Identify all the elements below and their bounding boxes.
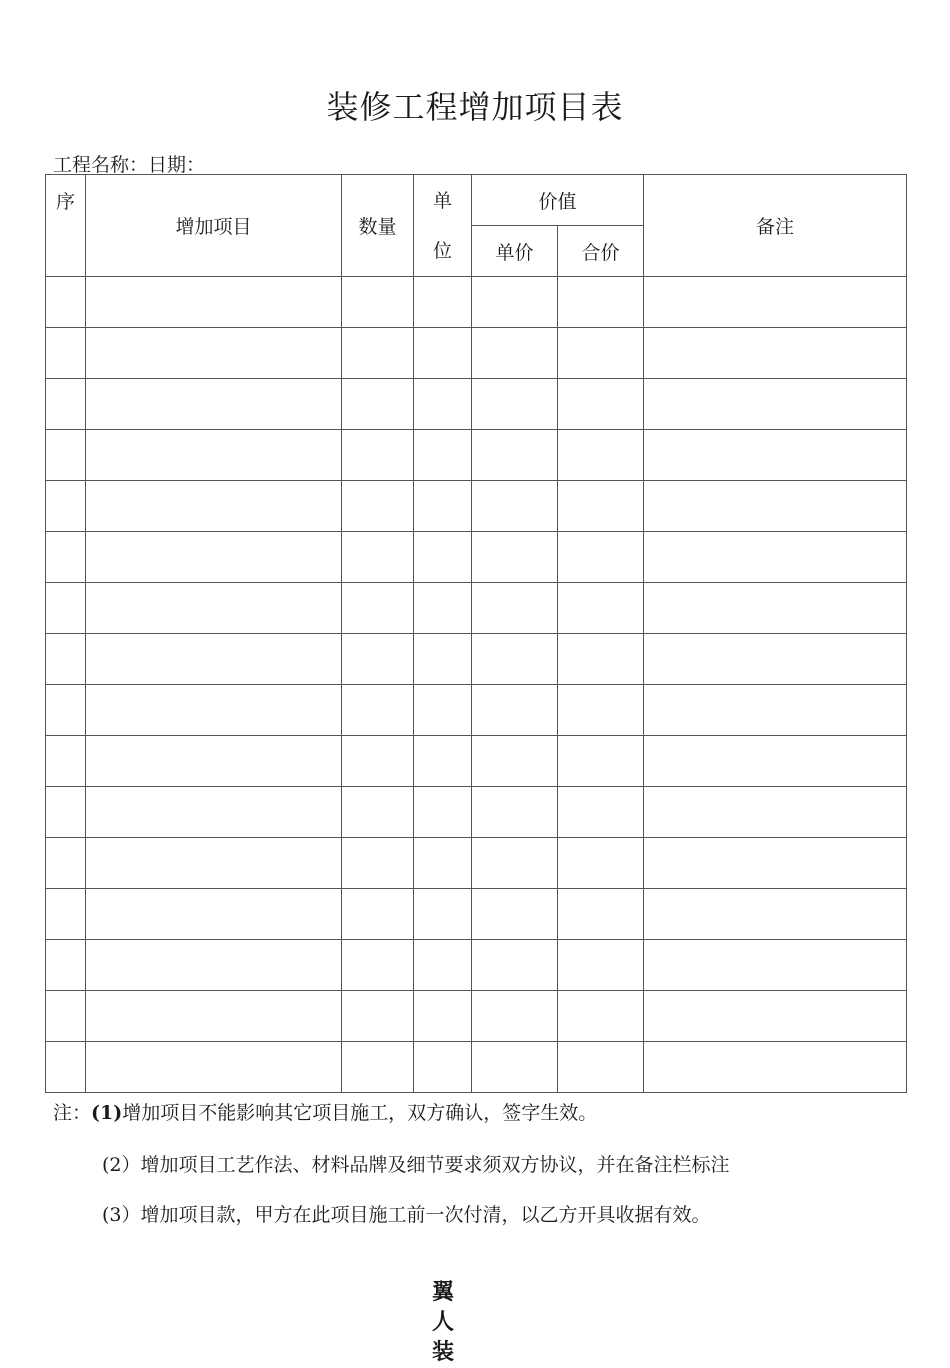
table-cell[interactable]	[342, 634, 414, 685]
table-cell[interactable]	[414, 838, 472, 889]
table-cell[interactable]	[414, 583, 472, 634]
table-row	[46, 481, 907, 532]
table-cell[interactable]	[558, 379, 644, 430]
table-cell[interactable]	[558, 481, 644, 532]
table-row	[46, 838, 907, 889]
table-cell[interactable]	[86, 634, 342, 685]
table-cell[interactable]	[342, 736, 414, 787]
table-row	[46, 685, 907, 736]
table-cell[interactable]	[558, 634, 644, 685]
table-cell[interactable]	[558, 940, 644, 991]
table-cell[interactable]	[472, 787, 558, 838]
table-cell[interactable]	[86, 328, 342, 379]
table-row	[46, 277, 907, 328]
table-cell[interactable]	[558, 277, 644, 328]
table-cell[interactable]	[472, 379, 558, 430]
table-cell[interactable]	[644, 328, 907, 379]
table-cell[interactable]	[86, 379, 342, 430]
table-cell[interactable]	[414, 685, 472, 736]
table-cell[interactable]	[46, 736, 86, 787]
table-cell[interactable]	[644, 889, 907, 940]
table-cell[interactable]	[644, 787, 907, 838]
table-cell[interactable]	[558, 991, 644, 1042]
header-qty: 数量	[342, 175, 414, 277]
table-cell[interactable]	[86, 889, 342, 940]
table-cell[interactable]	[342, 328, 414, 379]
document-title: 装修工程增加项目表	[326, 88, 624, 126]
table-cell[interactable]	[46, 838, 86, 889]
table-cell[interactable]	[342, 379, 414, 430]
table-cell[interactable]	[86, 430, 342, 481]
table-cell[interactable]	[86, 787, 342, 838]
footer-char-2: 人	[431, 1310, 454, 1335]
table-row	[46, 1042, 907, 1093]
table-cell[interactable]	[644, 277, 907, 328]
table-cell[interactable]	[558, 1042, 644, 1093]
note-1-prefix: 注：	[53, 1102, 92, 1124]
table-cell[interactable]	[414, 328, 472, 379]
table-cell[interactable]	[86, 940, 342, 991]
table-cell[interactable]	[342, 430, 414, 481]
table-cell[interactable]	[558, 328, 644, 379]
table-cell[interactable]	[414, 991, 472, 1042]
table-row	[46, 328, 907, 379]
table-cell[interactable]	[342, 583, 414, 634]
table-cell[interactable]	[86, 277, 342, 328]
footer-char-1: 翼	[431, 1280, 454, 1305]
table-cell[interactable]	[644, 991, 907, 1042]
table-row	[46, 634, 907, 685]
table-cell[interactable]	[46, 328, 86, 379]
header-value: 价值	[472, 175, 644, 226]
table-cell[interactable]	[472, 940, 558, 991]
table-cell[interactable]	[46, 889, 86, 940]
table-cell[interactable]	[342, 532, 414, 583]
project-name-date-line: 工程名称：日期：	[53, 154, 206, 176]
table-cell[interactable]	[414, 532, 472, 583]
table-row	[46, 532, 907, 583]
table-cell[interactable]	[558, 583, 644, 634]
table-cell[interactable]	[342, 940, 414, 991]
header-total-price: 合价	[558, 226, 644, 277]
table-cell[interactable]	[342, 277, 414, 328]
table-cell[interactable]	[414, 1042, 472, 1093]
table-cell[interactable]	[414, 787, 472, 838]
table-cell[interactable]	[472, 532, 558, 583]
table-cell[interactable]	[644, 532, 907, 583]
table-cell[interactable]	[414, 940, 472, 991]
header-remark: 备注	[644, 175, 907, 277]
table-cell[interactable]	[472, 685, 558, 736]
header-seq: 序	[46, 175, 86, 277]
table-cell[interactable]	[472, 481, 558, 532]
additional-items-table	[45, 174, 907, 1093]
table-cell[interactable]	[644, 940, 907, 991]
table-cell[interactable]	[558, 838, 644, 889]
table-cell[interactable]	[644, 583, 907, 634]
table-cell[interactable]	[86, 991, 342, 1042]
table-cell[interactable]	[46, 481, 86, 532]
table-cell[interactable]	[472, 736, 558, 787]
table-cell[interactable]	[472, 1042, 558, 1093]
table-cell[interactable]	[86, 481, 342, 532]
table-row	[46, 430, 907, 481]
table-cell[interactable]	[472, 328, 558, 379]
table-cell[interactable]	[558, 787, 644, 838]
table-cell[interactable]	[558, 889, 644, 940]
table-cell[interactable]	[644, 736, 907, 787]
table-cell[interactable]	[46, 379, 86, 430]
table-cell[interactable]	[46, 991, 86, 1042]
table-cell[interactable]	[342, 685, 414, 736]
note-2: (2）增加项目工艺作法、材料品牌及细节要求须双方协议，并在备注栏标注	[102, 1154, 730, 1176]
table-cell[interactable]	[46, 583, 86, 634]
table-cell[interactable]	[644, 481, 907, 532]
table-row	[46, 991, 907, 1042]
table-cell[interactable]	[472, 889, 558, 940]
table-cell[interactable]	[644, 634, 907, 685]
note-1	[53, 1098, 597, 1125]
table-cell[interactable]	[472, 634, 558, 685]
table-cell[interactable]	[644, 685, 907, 736]
table-cell[interactable]	[342, 787, 414, 838]
table-cell[interactable]	[46, 277, 86, 328]
table-cell[interactable]	[46, 430, 86, 481]
table-cell[interactable]	[414, 481, 472, 532]
table-cell[interactable]	[414, 736, 472, 787]
table-cell[interactable]	[46, 1042, 86, 1093]
table-cell[interactable]	[472, 991, 558, 1042]
note-1-text: 增加项目不能影响其它项目施工，双方确认，签字生效。	[122, 1102, 598, 1124]
table-row	[46, 379, 907, 430]
table-cell[interactable]	[86, 838, 342, 889]
table-cell[interactable]	[644, 838, 907, 889]
table-cell[interactable]	[472, 583, 558, 634]
table-row	[46, 583, 907, 634]
table-row	[46, 940, 907, 991]
table-cell[interactable]	[414, 634, 472, 685]
table-cell[interactable]	[558, 532, 644, 583]
table-cell[interactable]	[558, 736, 644, 787]
table-row	[46, 889, 907, 940]
note-1-number: (1)	[91, 1102, 123, 1124]
header-unit-bottom: 位	[432, 239, 452, 262]
header-unit-top: 单	[432, 189, 452, 212]
table-cell[interactable]	[46, 634, 86, 685]
table-cell[interactable]	[472, 430, 558, 481]
table-cell[interactable]	[46, 685, 86, 736]
table-cell[interactable]	[86, 685, 342, 736]
table-cell[interactable]	[86, 1042, 342, 1093]
table-header-row	[46, 175, 907, 226]
table-cell[interactable]	[46, 940, 86, 991]
table-cell[interactable]	[414, 277, 472, 328]
table-cell[interactable]	[342, 838, 414, 889]
header-unit	[414, 175, 472, 277]
table-cell[interactable]	[342, 481, 414, 532]
table-cell[interactable]	[644, 379, 907, 430]
header-item: 增加项目	[86, 175, 342, 277]
table-cell[interactable]	[86, 532, 342, 583]
table-row	[46, 736, 907, 787]
table-cell[interactable]	[644, 1042, 907, 1093]
table-cell[interactable]	[472, 277, 558, 328]
table-cell[interactable]	[342, 991, 414, 1042]
table-cell[interactable]	[644, 430, 907, 481]
table-cell[interactable]	[414, 889, 472, 940]
footer-char-3: 装	[431, 1340, 454, 1365]
table-cell[interactable]	[414, 379, 472, 430]
header-unit-price: 单价	[472, 226, 558, 277]
table-cell[interactable]	[86, 583, 342, 634]
table-cell[interactable]	[46, 532, 86, 583]
table-cell[interactable]	[558, 430, 644, 481]
table-cell[interactable]	[472, 838, 558, 889]
table-cell[interactable]	[86, 736, 342, 787]
footer-vertical-text	[430, 1278, 456, 1368]
table-row	[46, 787, 907, 838]
table-cell[interactable]	[414, 430, 472, 481]
table-cell[interactable]	[342, 1042, 414, 1093]
table-cell[interactable]	[558, 685, 644, 736]
table-cell[interactable]	[46, 787, 86, 838]
note-3: (3）增加项目款，甲方在此项目施工前一次付清，以乙方开具收据有效。	[102, 1204, 711, 1226]
table-cell[interactable]	[342, 889, 414, 940]
table-body	[46, 277, 907, 1093]
